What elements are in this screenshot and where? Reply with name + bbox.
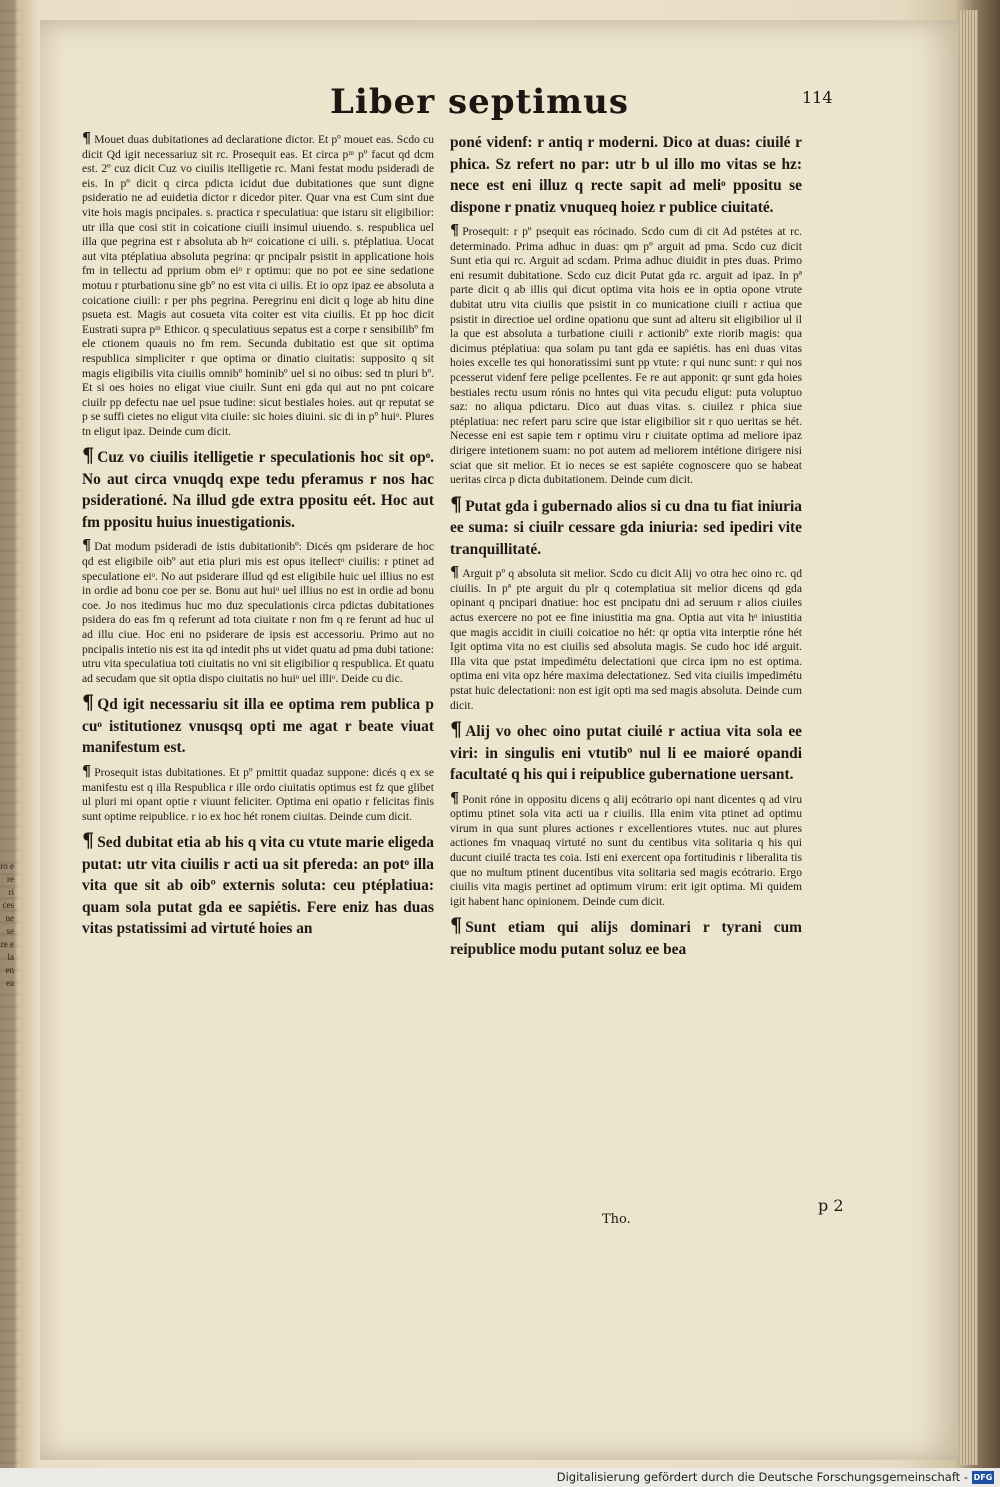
commentary-paragraph: ¶ Ponit róne in oppositu dicens q alij ecótrario opi nant dicentes q ad viru optimu ptinet sola vita acti ua r ciuilis. Illa enim vita ptinet ad optimu virum in qua sunt plures actiones r excellentiores vtutes. nuc aut plures actiones fm vnaquaq virtuté no sunt du centibus vita solitaria q his qui ducunt ciuilé tracta tes coia. Isti eni exercent opa fortitudinis r liberalita tis que no multum ptinent ducentibus vita solitaria sed magis ecótrario. Ergo ciuilis vita magis pertinet ad optimum virum: erit igit optima. Mi quidem igit habent hanc opinionem. Deinde cum dicit. — [450, 789, 802, 908]
main-text-paragraph: poné videnf: r antiq r moderni. Dico at duas: ciuilé r phica. Sz refert no par: utr b ul illo mo vitas se hz: nece est eni illuz q recte sapit ad meliᵒ ppositu se dispone r pnatiz vnuqueq hoiez r publice ciuitaté. — [450, 134, 802, 216]
pilcrow-icon: ¶ — [82, 444, 95, 468]
margin-fragments: ro e re ri ces ne se re e la en ea — [0, 861, 14, 988]
pilcrow-icon: ¶ — [450, 492, 463, 516]
running-title: Liber septimus — [330, 82, 629, 122]
page-number: 114 — [802, 88, 833, 107]
signature-mark: p 2 — [818, 1196, 844, 1215]
pilcrow-icon: ¶ — [82, 691, 95, 715]
commentary-paragraph: ¶ Prosequit: r pº psequit eas rócinado. Scdo cum di cit Ad pstétes at rc. determinado. Prima adhuc in duas: qm pº arguit ad pma. Scdo cuz dicit Sunt etia qui rc. Arguit ad scdam. Prima adhuc diuidit in ptes duas. Primo eni resumit dubitatione. Scdo cuz dicit Putat gda rc. arguit ad ipaz. In pª parte dicit q ab illis qui dicut optima vita hois ee in optia opone vtrute dubitat utru vita ciuilis que psistit in co municatione ciuili r actiua que psistit in directioe uel ordine opationu que sunt ad alteru sit eligibilior ul il la que est absoluta a turbatione ciuili r actionibº exte riorib magis: qua dicimus ptéplatiua: qua solam pu tant gda ee sapiétis. has eni duas vitas hoies excelle tes qui honoratissimi sunt pp vtute: r qui nunc sunt: r qui nos pcesserut videnf fere pelige pcellentes. Fe re aut apponit: qr sunt gda hoies bestiales rectu usum rónis no hntes qui vita pecudu eligut: puta voluptuo saz: no aliqua pdictaru. Dico aut duas vitas. s. ciuilez r phica siue ptéplatiua: nec refert paru scire que istar eligibilior sit r quo ueritas se hét. Necesse eni est sapie tem r optimu viru r ciuitate optima ad meliore ipaz dirigere intetionem suam: no pot autem ad meliorem intétione dirigere nisi sciat que sit melior. Et io neces se est sapiéte cognoscere quo se habeat ueritas circa p dicta dubitationem. Deinde cum dicit. — [450, 222, 802, 487]
page-stack-edge — [960, 10, 978, 1465]
pilcrow-icon: ¶ — [82, 762, 92, 780]
dfg-logo-icon[interactable]: DFG — [973, 1473, 993, 1482]
pilcrow-icon: ¶ — [450, 914, 463, 938]
main-text-paragraph: ¶ Qd igit necessariu sit illa ee optima rem publica p cuᵒ istitutionez vnusqsq opti me agat r beate viuat manifestum est. — [82, 691, 434, 757]
commentary-paragraph: ¶ Arguit pº q absoluta sit melior. Scdo cu dicit Alij vo otra hec oino rc. qd ciuilis. In pª pte arguit du plr q cotemplatiua sit melior dicens qd gda opinant q pncipari dnatiue: hoc est pncipatu dni ad seruum r alios ciuiles actus exercere no pot ee fine iniustitia ma gna. Optia aut vita hᵒ iniustitia que magis accidit in ciuili coicatioe no hét: qr optia vita interptie róne hét Igit optima vita no est ciuilis sed absoluta magis. Se cudo hoc idé arguit. Illa vita que pstat impedimétu delectationi que circa ipm no est optima. optima eni vita opz hére maxima delectationez. Sed vita ciuilis impedimétu pstat huic delectationi: non est igit opti ma sed magis absoluta. Deinde cum dicit. — [450, 564, 802, 712]
pilcrow-icon: ¶ — [450, 222, 460, 239]
right-column — [450, 132, 802, 966]
pilcrow-icon: ¶ — [450, 564, 460, 582]
pilcrow-icon: ¶ — [450, 718, 463, 742]
pilcrow-icon: ¶ — [82, 829, 95, 853]
commentary-paragraph: ¶ Prosequit istas dubitationes. Et pº pmittit quadaz suppone: dicés q ex se manifestu est q illa Respublica r ille ordo ciuitatis optimus est fz que glibet ul pluri mi opant optie r viuunt feliciter. Optima eni opatio r felicitas finis sunt optime reipublice. r io ex hoc hét ronem ciuitas. Deinde cum dicit. — [82, 762, 434, 823]
commentary-paragraph: ¶ Dat modum psideradi de istis dubitationibº: Dicés qm psiderare de hoc qd est eligibile oibº aut etia pluri mis est opus itellectᵒ ciuilis: r ptinet ad speculatione eiᵒ. No aut psiderare illud qd est eligibile huic uel illius no est in ordie ad bonu coe per se. Bonu aut huiᵒ uel illius no est in ordie ad bonu coe. Jo nos itedimus huc mo duz speculationis circa pdictas dubitationes psidera do eas fm q referunt ad tota ciuitate r non fm q re ferunt ad huc ul ad illu ciue. Hoc eni no psiderare de ipsis est accessoriu. Primo aut no pncipalis intetio nis est ita qd intedit phs ut videt quatu ad pma dubi tatione: utru vita speculatiua toti ciuitatis no vni sit eligibilior q respublica. Et quatu ad secudam que sit optia dispo ciuitatis no huiᵒ uel illiᵒ. Deide cu dic. — [82, 537, 434, 685]
pilcrow-icon: ¶ — [82, 537, 92, 555]
main-text-paragraph: ¶ Sed dubitat etia ab his q vita cu vtute marie eligeda putat: utr vita ciuilis r acti ua sit pfereda: an potᵒ illa vita que sit ab oibº externis soluta: ceu ptéplatiua: quam sola putat gda ee sapiétis. Fere eniz has duas vitas pstatissimi ad virtuté hoies an — [82, 829, 434, 938]
left-column — [82, 132, 434, 946]
funding-credit: Digitalisierung gefördert durch die Deutsche Forschungsgemeinschaft - — [556, 1470, 968, 1484]
footer-bar — [0, 1468, 1000, 1487]
pilcrow-icon: ¶ — [450, 789, 460, 807]
main-text-paragraph: ¶ Sunt etiam qui alijs dominari r tyrani cum reipublice modu putant soluz ee bea — [450, 914, 802, 958]
main-text-paragraph: ¶ Cuz vo ciuilis itelligetie r speculationis hoc sit opᵒ. No aut circa vnuqdq expe tedu pferamus r nos hac psiderationé. Na illud gde extra ppositu eét. Hoc aut fm ppositu huius inuestigationis. — [82, 444, 434, 531]
main-text-paragraph: ¶ Putat gda i gubernado alios si cu dna tu fiat iniuria ee suma: si ciuilr cessare gda iniuria: sed ipediri vite tranquillitaté. — [450, 492, 802, 558]
commentary-paragraph: ¶ Mouet duas dubitationes ad declaratione dictor. Et pº mouet eas. Scdo cu dicit Qd igit necessariuz sit rc. Prosequit eas. Et circa pᵐ pº facut qd dcm est. 2º cuz dicit Cuz vo ciuilis itelligetie rc. Mani festat modu psideradi de eis. In pº dicit q circa pdicta icidut due dubitationes que sunt digne psideratio ne ad euidetia dictor r dicedor piter. Quar vna est Cum sint due vite hois magis pncipales. s. practica r speculatiua: que istaru sit eligibilior: utr illa que cosi stit in coicatione ciuili insimul uiuendo. s. respublica uel illa que pegrina est r absoluta ab hᵒʳ coicatione ci uili. s. ptéplatiua. Uocat aut vita ptéplatiua absoluta pegrina: qr pncipalr psistit in applicatione hois fm in tellectu ad pprium obm eiᵒ r optimu: que no pot ee sine sedatione motuu r pturbationu sine gbº no est vita ci uilis. Et io opz ipaz ee absoluta a coicatione ciuili: r per phs pegrina. Peregrinu eni dicit q loge ab hitu dine psueta est. Magis aut cosueta vita coiter est vita ciuilis. Et pp hoc dicit Eustrati supra pᵐ Ethicor. q speculatiuus sepatus est a corpe r sensibilibº fm ele ctionem quauis no fm rem. Secunda dubitatio est que sit optima respublica simpliciter r que optima or dinatio ciuitatis: supposito q sit magis eligibilis vita ciuilis omnibº hominibº uel si no oibus: sed tn pluri bº. Et si oes hoies no eligat viue ciuilr. Sunt eni gda qui aut no pnt coicare ciuilr pp defectu nae uel psue tudine: sicut bestiales hoies. aut qr reputat se p se suffi cietes no eligut vita ciuile: sic hoies diuini. sic di in pº huiᵒ. Plures tn eligut ipaz. Deinde cum dicit. — [82, 130, 434, 438]
pilcrow-icon: ¶ — [82, 130, 92, 147]
facing-page-edge — [0, 0, 20, 1470]
catchword: Tho. — [602, 1212, 631, 1227]
main-text-paragraph: ¶ Alij vo ohec oino putat ciuilé r actiua vita sola ee viri: in singulis eni vtutibº nul li ee maioré opandi facultaté q his qui i reipublice gubernatione uersant. — [450, 718, 802, 784]
